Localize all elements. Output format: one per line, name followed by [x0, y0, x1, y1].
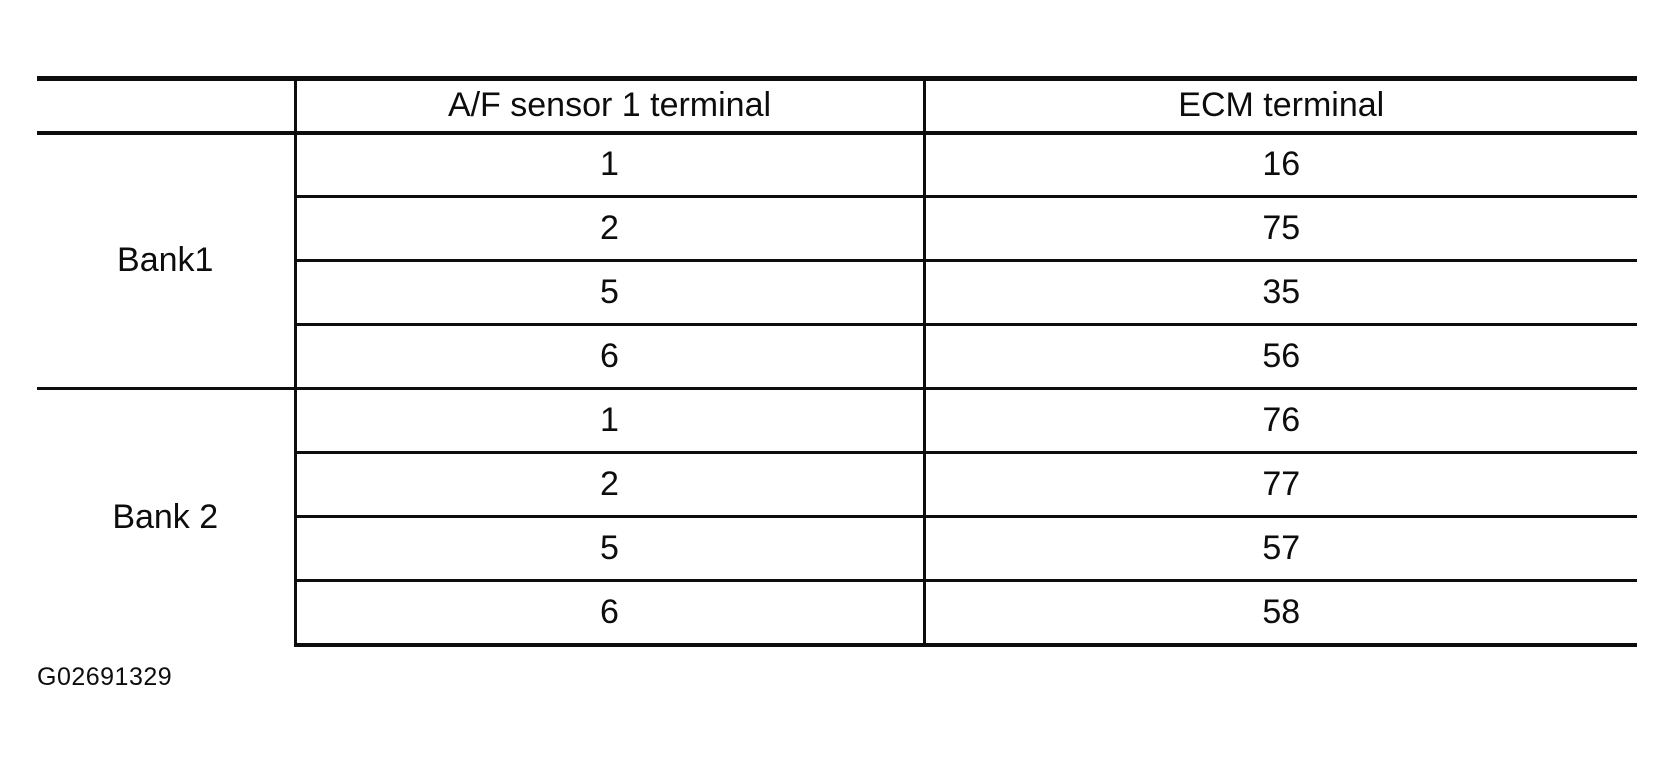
- bank2-group-label: Bank 2: [37, 389, 295, 645]
- sensor-terminal-cell: 2: [295, 453, 924, 517]
- sensor-terminal-cell: 5: [295, 261, 924, 325]
- column-header-ecm-terminal: ECM terminal: [924, 79, 1637, 133]
- ecm-terminal-cell: 16: [924, 133, 1637, 197]
- sensor-terminal-cell: 5: [295, 517, 924, 581]
- sensor-terminal-cell: 1: [295, 133, 924, 197]
- af-sensor-ecm-terminal-table: [37, 76, 1637, 647]
- table-header-row: [37, 79, 1637, 133]
- ecm-terminal-cell: 35: [924, 261, 1637, 325]
- sensor-terminal-cell: 1: [295, 389, 924, 453]
- ecm-terminal-cell: 56: [924, 325, 1637, 389]
- sensor-terminal-cell: 6: [295, 325, 924, 389]
- bank1-group-label: Bank1: [37, 133, 295, 389]
- sensor-terminal-cell: 2: [295, 197, 924, 261]
- table-row: [37, 133, 1637, 197]
- column-header-af-sensor-terminal: A/F sensor 1 terminal: [295, 79, 924, 133]
- figure-id-caption: G02691329: [37, 663, 173, 691]
- sensor-terminal-cell: 6: [295, 581, 924, 645]
- ecm-terminal-cell: 76: [924, 389, 1637, 453]
- ecm-terminal-cell: 75: [924, 197, 1637, 261]
- corner-header-cell: [37, 79, 295, 133]
- ecm-terminal-cell: 77: [924, 453, 1637, 517]
- table-row: [37, 389, 1637, 453]
- ecm-terminal-cell: 57: [924, 517, 1637, 581]
- ecm-terminal-cell: 58: [924, 581, 1637, 645]
